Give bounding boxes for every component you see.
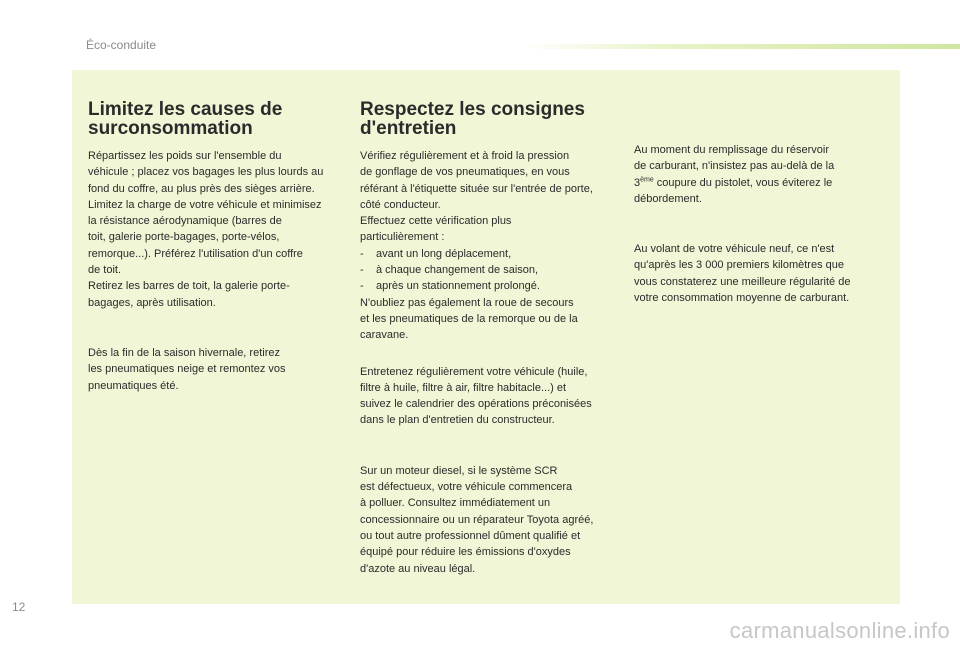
column-middle [360,100,625,577]
paragraph-fuel-filling [634,142,879,207]
section-title-middle: Respectez les consignes d'entretien [360,99,585,139]
list-item [360,262,625,278]
paragraph-weight: Répartissez les poids sur l'ensemble du véhicule ; placez vos bagages les plus lourds au fond du coffre, au plus près des sièges arrière. Limitez la charge de votre véhicule et minimisez la résistance aérodynamique (barres de toit, galerie porte-bagages, porte-vélos, remorque...). Préférez l'utilisation d'un coffre de toit. Retirez les barres de toit, la galerie porte- bagages, après utilisation. [88,150,324,309]
dash-bullet: - [360,264,364,277]
watermark: carmanualsonline.info [729,618,950,643]
paragraph-maintenance: Entretenez régulièrement votre véhicule (huile, filtre à huile, filtre à air, filtre habitacle...) et suivez le calendrier des opérations préconisées dans le plan d'entretien du constructeur. [360,365,592,427]
column-right [634,142,879,306]
paragraph-winter-tyres: Dès la fin de la saison hivernale, retirez les pneumatiques neige et remontez vos pneumatiques été. [88,346,286,392]
paragraph-new-vehicle: Au volant de votre véhicule neuf, ce n'est qu'après les 3 000 premiers kilomètres que vous constaterez une meilleure régularité de votre consommation moyenne de carburant. [634,243,851,305]
paragraph-scr-diesel: Sur un moteur diesel, si le système SCR est défectueux, votre véhicule commencera à polluer. Consultez immédiatement un concessionnaire ou un réparateur Toyota agréé, ou tout autre professionnel dûment qualifié et équipé pour réduire les émissions d'oxydes d'azote au niveau légal. [360,464,594,575]
fuel-text-a: Au moment du remplissage du réservoir de carburant, n'insistez pas au-delà de la 3 [634,144,835,189]
column-left [88,100,358,394]
paragraph-spare-wheel: N'oubliez pas également la roue de secours et les pneumatiques de la remorque ou de la caravane. [360,296,578,342]
page-number: 12 [12,600,26,614]
superscript-ordinal: ème [640,175,654,183]
list-item [360,278,625,294]
list-item [360,246,625,262]
dash-bullet: - [360,247,364,260]
list-item-text: à chaque changement de saison, [376,264,539,277]
list-item-text: après un stationnement prolongé. [376,280,540,293]
checklist [360,246,625,295]
header-accent-bar [520,44,960,49]
dash-bullet: - [360,280,364,293]
list-item-text: avant un long déplacement, [376,247,512,260]
paragraph-tyre-pressure: Vérifiez régulièrement et à froid la pression de gonflage de vos pneumatiques, en vous référant à l'étiquette située sur l'entrée de porte, côté conducteur. Effectuez cette vérification plus particulièrement : [360,150,593,244]
section-label: Éco-conduite [86,38,157,52]
section-title-left: Limitez les causes de surconsommation [88,99,283,139]
fuel-text-b: coupure du pistolet, vous éviterez le débordement. [634,176,833,205]
